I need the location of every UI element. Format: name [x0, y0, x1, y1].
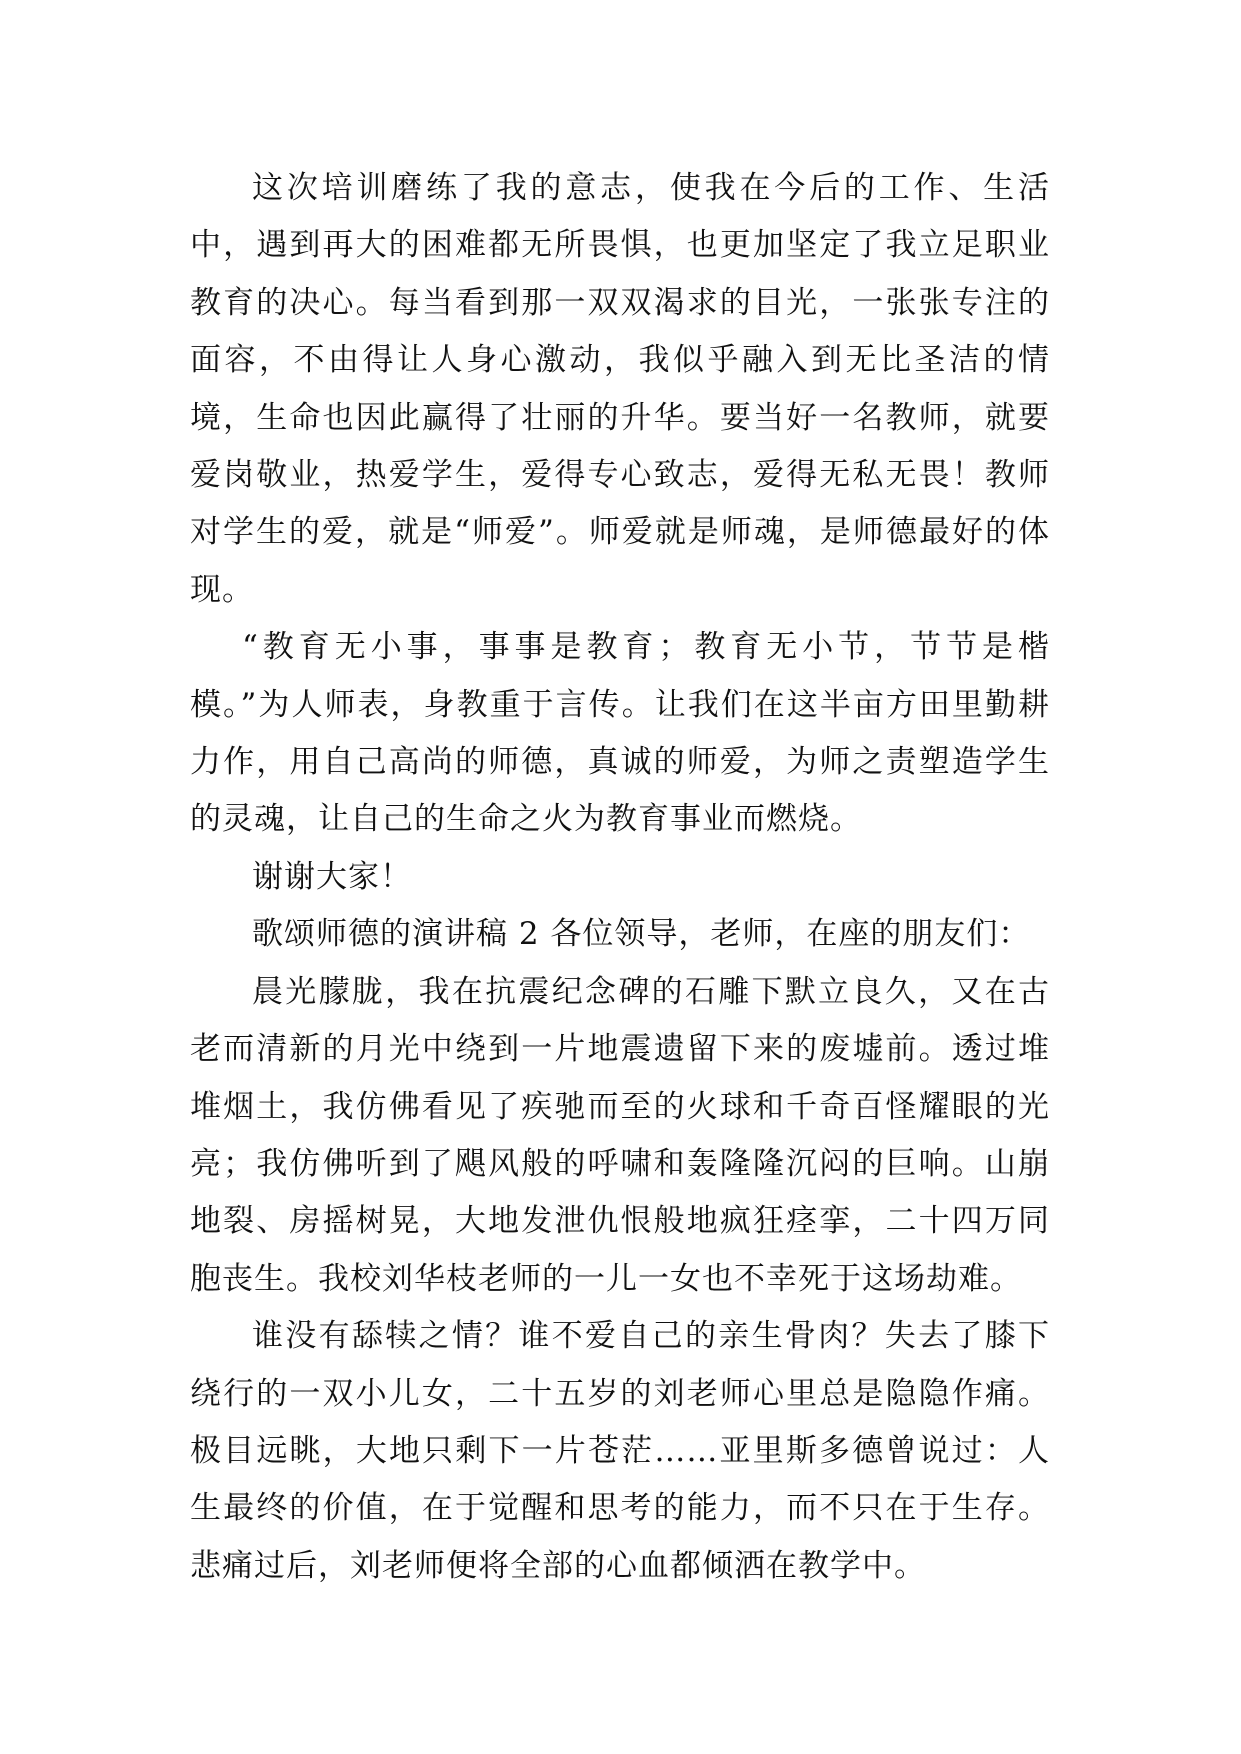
paragraph-training-reflection: 这次培训磨练了我的意志，使我在今后的工作、生活中，遇到再大的困难都无所畏惧，也更加坚定了我立足职业教育的决心。每当看到那一双双渴求的目光，一张张专注的面容，不由得让人身心激动，我似乎融入到无比圣洁的情境，生命也因此赢得了壮丽的升华。要当好一名教师，就要爱岗敬业，热爱学生，爱得专心致志，爱得无私无畏！教师对学生的爱，就是“师爱”。师爱就是师魂，是师德最好的体现。 [190, 170, 1050, 608]
paragraph-teacher-grief: 谁没有舔犊之情？谁不爱自己的亲生骨肉？失去了膝下绕行的一双小儿女，二十五岁的刘老师心里总是隐隐作痛。极目远眺，大地只剩下一片苍茫……亚里斯多德曾说过：人生最终的价值，在于觉醒和思考的能力，而不只在于生存。悲痛过后，刘老师便将全部的心血都倾洒在教学中。 [190, 1318, 1050, 1584]
paragraph-thanks: 谢谢大家！ [252, 858, 412, 895]
paragraph-earthquake-memory: 晨光朦胧，我在抗震纪念碑的石雕下默立良久，又在古老而清新的月光中绕到一片地震遗留下来的废墟前。透过堆堆烟土，我仿佛看见了疾驰而至的火球和千奇百怪耀眼的光亮；我仿佛听到了飓风般的呼啸和轰隆隆沉闷的巨响。山崩地裂、房摇树晃，大地发泄仇恨般地疯狂痉挛，二十四万同胞丧生。我校刘华枝老师的一儿一女也不幸死于这场劫难。 [190, 973, 1050, 1297]
paragraph-speech-2-opening: 歌颂师德的演讲稿 2 各位领导，老师，在座的朋友们： [252, 916, 1031, 953]
paragraph-education-quote: “教育无小事，事事是教育；教育无小节，节节是楷模。”为人师表，身教重于言传。让我们在这半亩方田里勤耕力作，用自己高尚的师德，真诚的师爱，为师之责塑造学生的灵魂，让自己的生命之火为教育事业而燃烧。 [190, 629, 1050, 838]
document-body [190, 160, 1050, 1595]
